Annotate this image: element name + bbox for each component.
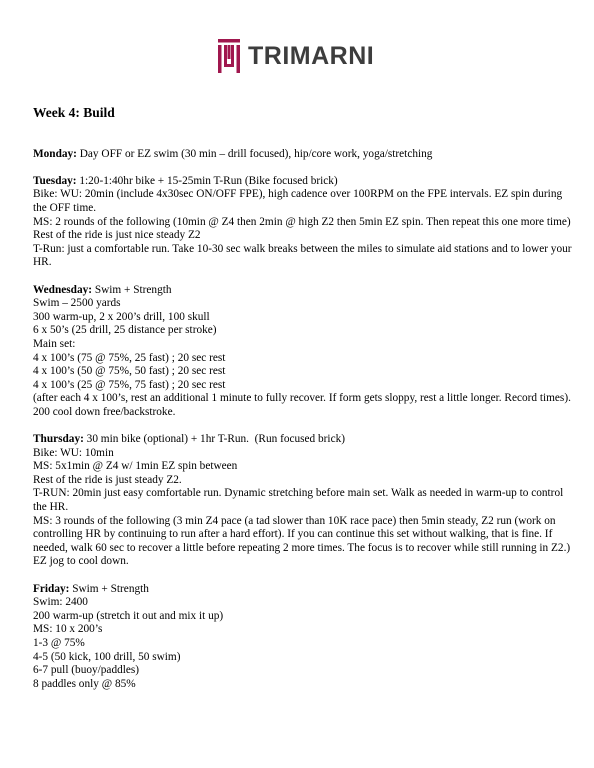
trimarni-logo-icon: [218, 39, 240, 73]
thursday-line: EZ jog to cool down.: [33, 555, 129, 568]
wednesday-line: 4 x 100’s (75 @ 75%, 25 fast) ; 20 sec rest: [33, 351, 226, 364]
wednesday-line: (after each 4 x 100’s, rest an additional 1 minute to fully recover. If form gets sloppy, rest a little longer. Record times).: [33, 392, 571, 405]
thursday-line: MS: 3 rounds of the following (3 min Z4 pace (a tad slower than 10K race pace) then 5min steady, Z2 run (work on controlling HR by continuing to run after a hard effort). If you can continue this set without walking, that is fine. If needed, walk 60 sec to recover a little before repeating 2 more times. The focus is to recover while still running in Z2.): [33, 514, 571, 554]
wednesday-line: Swim – 2500 yards: [33, 297, 121, 310]
thursday-line: Bike: WU: 10min: [33, 446, 114, 459]
wednesday-heading: [33, 284, 573, 298]
friday-label: Friday:: [33, 582, 70, 595]
friday-heading: [33, 583, 573, 597]
wednesday-label: Wednesday:: [33, 283, 93, 296]
wednesday-line: 4 x 100’s (25 @ 75%, 75 fast) ; 20 sec rest: [33, 378, 226, 391]
page-title: Week 4: Build: [33, 105, 115, 120]
thursday-label: Thursday:: [33, 433, 84, 446]
wednesday-line: 6 x 50’s (25 drill, 25 distance per stroke): [33, 324, 217, 337]
logo-text: TRIMARNI: [248, 42, 375, 70]
thursday-text: 30 min bike (optional) + 1hr T-Run. (Run focused brick): [83, 433, 346, 446]
friday-line: MS: 10 x 200’s: [33, 623, 103, 636]
monday-label: Monday:: [33, 147, 77, 160]
thursday-heading: [33, 433, 573, 447]
friday-line: 6-7 pull (buoy/paddles): [33, 664, 140, 677]
friday-line: 200 warm-up (stretch it out and mix it up): [33, 609, 224, 622]
friday-line: 4-5 (50 kick, 100 drill, 50 swim): [33, 650, 181, 663]
tuesday-label: Tuesday:: [33, 174, 77, 187]
friday-section: [33, 583, 573, 692]
tuesday-line: T-Run: just a comfortable run. Take 10-30 sec walk breaks between the miles to simulate aid stations and to lower your HR.: [33, 242, 575, 269]
friday-text: Swim + Strength: [69, 582, 149, 595]
wednesday-section: [33, 284, 573, 420]
wednesday-line: 200 cool down free/backstroke.: [33, 405, 176, 418]
thursday-line: MS: 5x1min @ Z4 w/ 1min EZ spin between: [33, 460, 238, 473]
wednesday-line: Main set:: [33, 337, 76, 350]
wednesday-line: 4 x 100’s (50 @ 75%, 50 fast) ; 20 sec rest: [33, 365, 226, 378]
tuesday-heading: [33, 175, 573, 189]
monday-section: [33, 148, 573, 162]
tuesday-line: Bike: WU: 20min (include 4x30sec ON/OFF FPE), high cadence over 100RPM on the FPE intervals. EZ spin during the OFF time.: [33, 188, 565, 214]
friday-line: Swim: 2400: [33, 596, 88, 609]
monday-heading: [33, 148, 573, 162]
thursday-section: [33, 433, 573, 569]
wednesday-text: Swim + Strength: [92, 283, 172, 296]
tuesday-section: [33, 175, 573, 270]
tuesday-text: 1:20-1:40hr bike + 15-25min T-Run (Bike focused brick): [76, 174, 338, 187]
thursday-line: Rest of the ride is just steady Z2.: [33, 473, 182, 486]
document-body: [33, 106, 573, 705]
friday-line: 1-3 @ 75%: [33, 636, 85, 649]
trimarni-logo: [218, 38, 374, 74]
friday-line: 8 paddles only @ 85%: [33, 677, 136, 690]
tuesday-line: Rest of the ride is just nice steady Z2: [33, 229, 201, 242]
tuesday-line: MS: 2 rounds of the following (10min @ Z4 then 2min @ high Z2 then 5min EZ spin. Then repeat this one more time): [33, 215, 571, 228]
wednesday-line: 300 warm-up, 2 x 200’s drill, 100 skull: [33, 310, 210, 323]
thursday-line: T-RUN: 20min just easy comfortable run. Dynamic stretching before main set. Walk as needed in warm-up to control the HR.: [33, 487, 567, 514]
monday-text: Day OFF or EZ swim (30 min – drill focused), hip/core work, yoga/stretching: [76, 147, 433, 160]
